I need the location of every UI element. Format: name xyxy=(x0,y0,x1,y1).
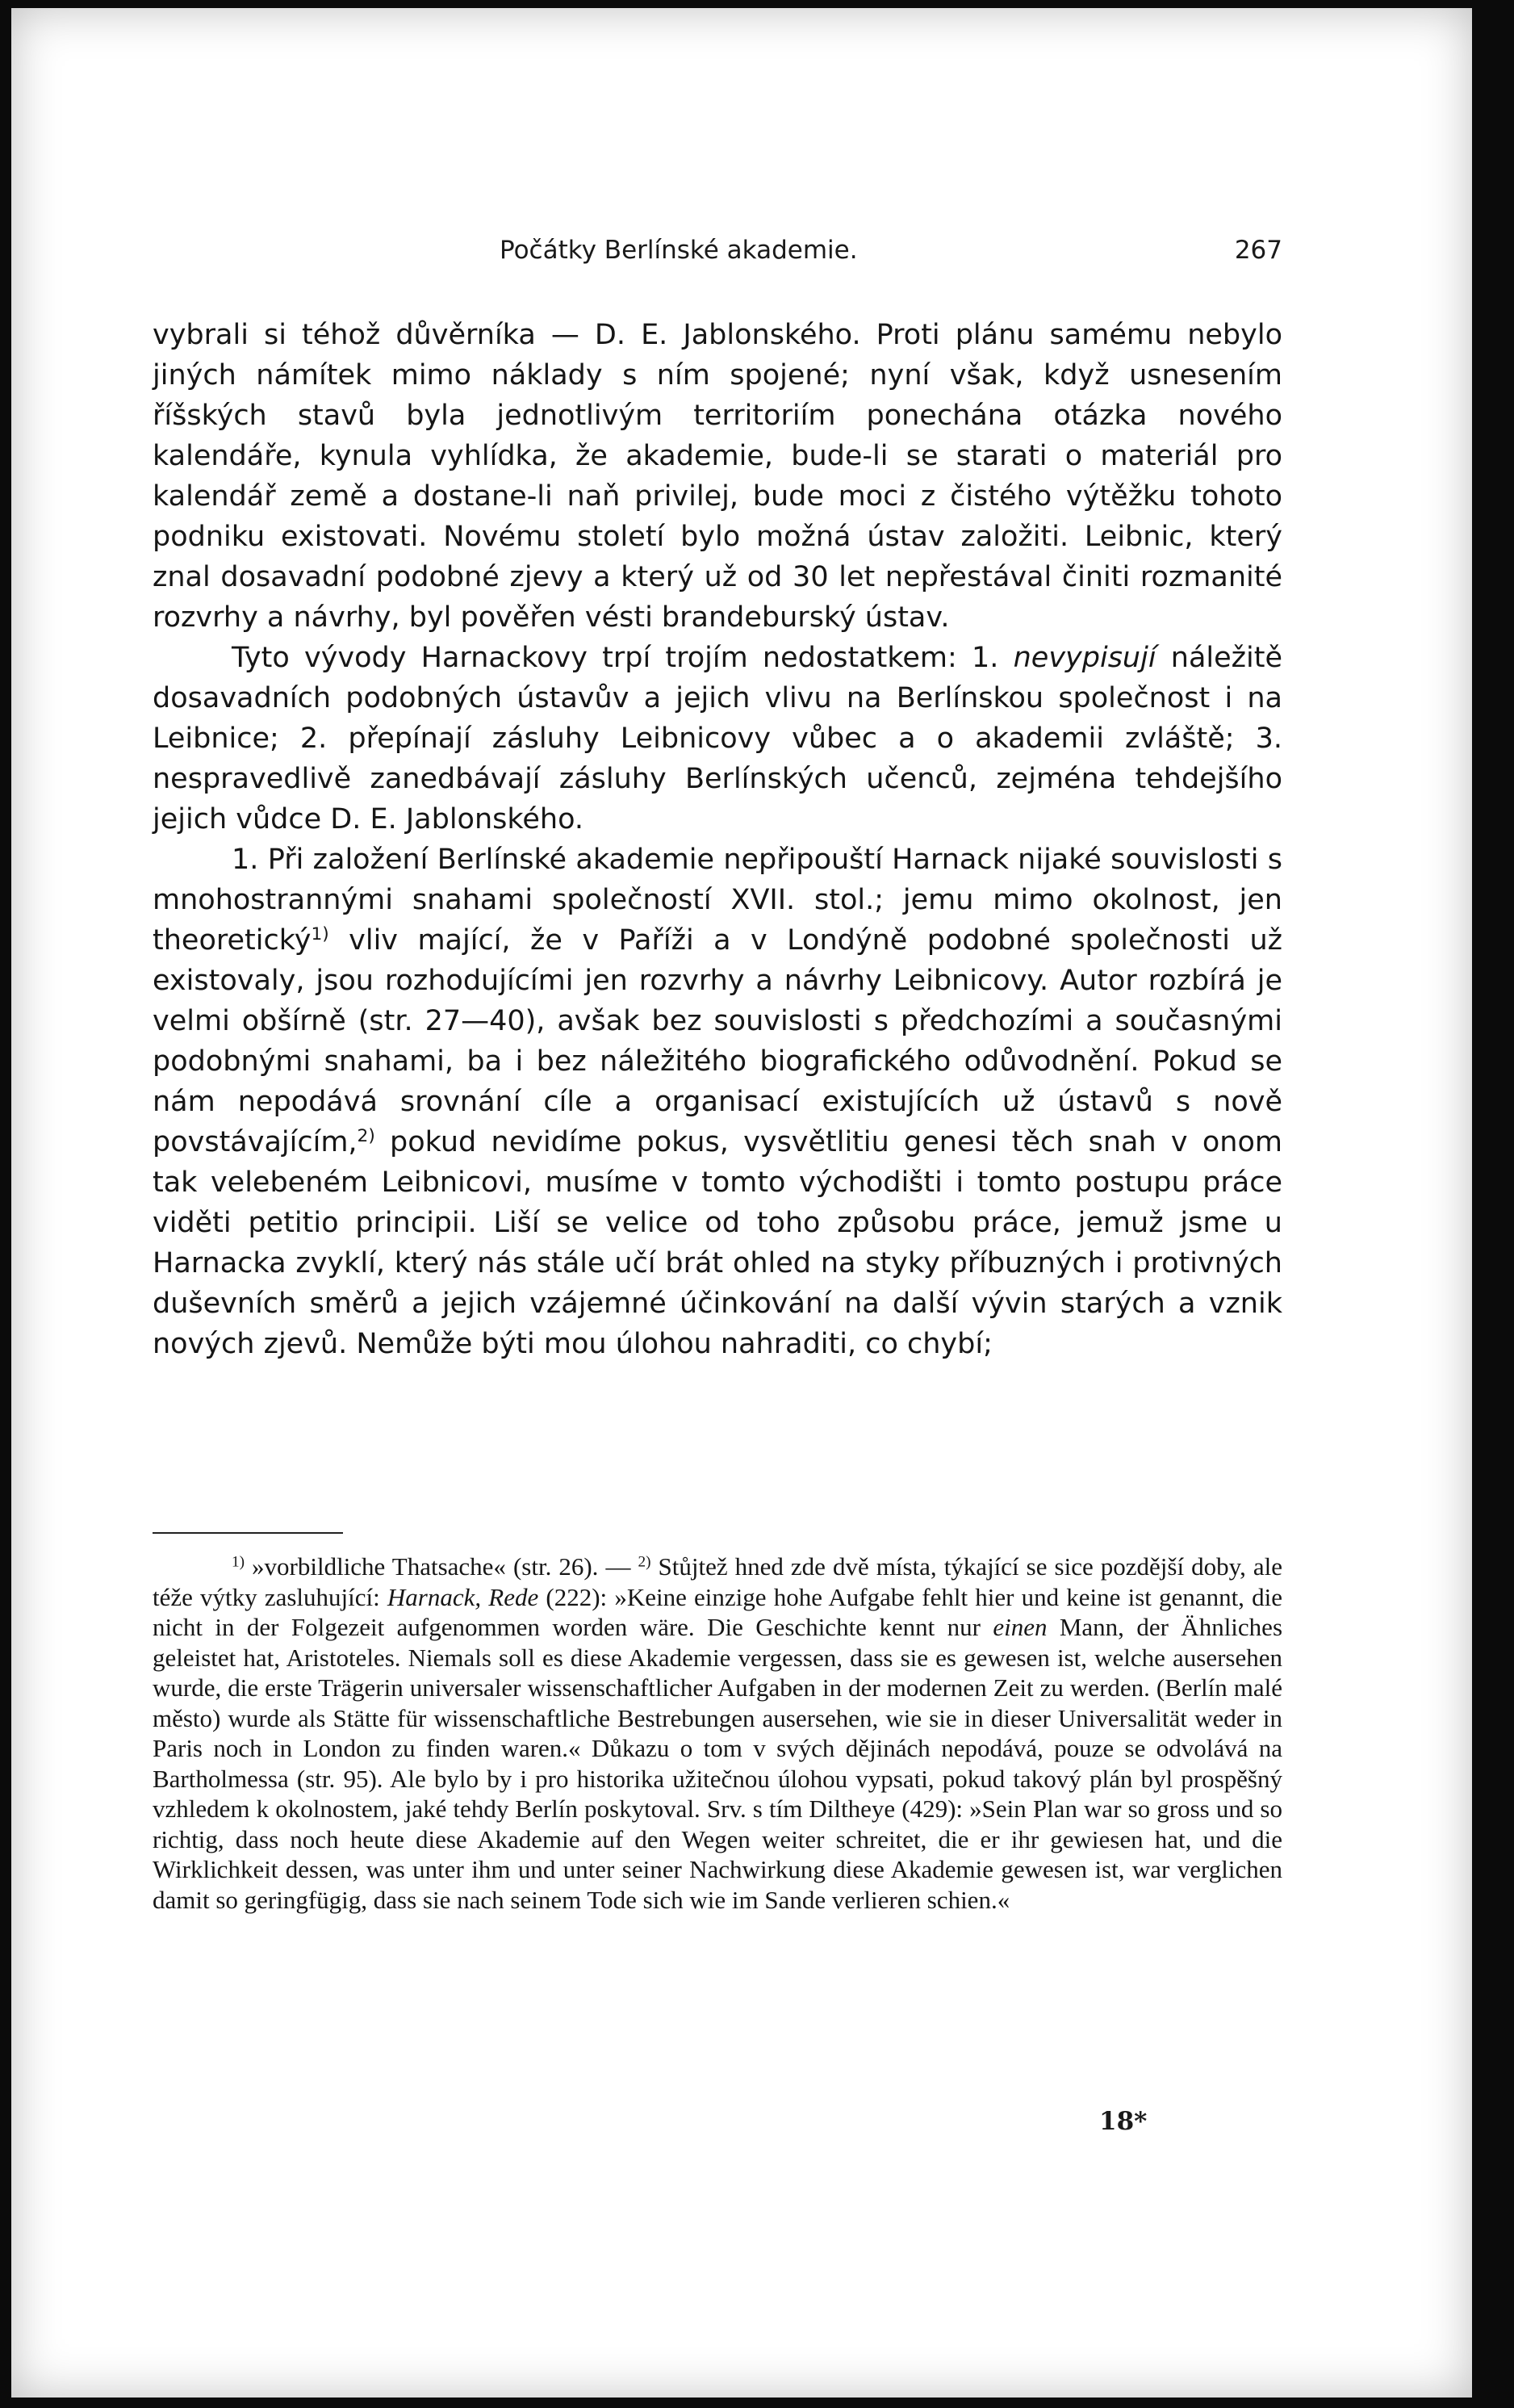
footnote-text: $^{1)}$ »vorbildliche Thatsache« (str. 26). — $^{2)}$ Stůjtež hned zde dvě místa, týkající se sice pozdější doby, ale téže výtky zasluhující: Harnack, Rede (222): »Keine einzige hohe Aufgabe fehlt hier und keine ist genannt, die nicht in der Folgezeit aufgenommen worden wäre. Die Geschichte kennt nur einen Mann, der Ähnliches geleistet hat, Aristoteles. Niemals soll es diese Akademie vergessen, dass sie es gewesen ist, welche ausersehen wurde, die erste Trägerin universaler wissenschaftlicher Aufgaben in der modernen Zeit zu werden. (Berlín malé město) wurde als Stätte für wissenschaftliche Bestrebungen ausersehen, wie sie in dieser Universalität weder in Paris noch in London zu finden waren.« Důkazu o tom v svých dějinách nepodává, pouze se odvolává na Bartholmessa (str. 95). Ale bylo by i pro historika užitečnou úlohou vypsati, pokud takový plán byl prospěšný vzhledem k okolnostem, jaké tehdy Berlín poskytoval. Srv. s tím Diltheye (429): »Sein Plan war so gross und so richtig, dass noch heute diese Akademie auf den Wegen weiter schreitet, die er ihr gewiesen hat, und die Wirklichkeit dessen, was unter ihm und unter seiner Nachwirkung diese Akademie gewesen ist, war verglichen damit so geringfügig, dass sie nach seinem Tode sich wie im Sande verlieren schien.« xyxy=(153,1552,1283,1914)
footnote-ref-2: 2) xyxy=(357,1126,375,1147)
printer-signature-mark: 18* xyxy=(1099,2107,1148,2136)
main-text xyxy=(153,315,1282,1364)
running-title: Počátky Berlínské akademie. xyxy=(500,236,858,265)
footnote-ref-1: 1) xyxy=(311,924,329,945)
footnote-mark-1: 1) xyxy=(232,1553,245,1571)
citation-harnack-rede: Harnack, Rede xyxy=(387,1582,539,1611)
footnote-1: »vorbildliche Thatsache« (str. 26). — xyxy=(245,1552,638,1581)
emphasis-einen: einen xyxy=(993,1613,1048,1641)
footnote-separator xyxy=(153,1532,343,1534)
page-number: 267 xyxy=(1234,236,1282,265)
book-page xyxy=(11,8,1472,2398)
paragraph-1: vybrali si téhož důvěrníka — D. E. Jablonského. Proti plánu samému nebylo jiných námítek mimo náklady s ním spojené; nyní však, když usnesením říšských stavů byla jednotlivým territoriím ponechána otázka nového kalendáře, kynula vyhlídka, že akademie, bude-li se starati o materiál pro kalendář země a dostane-li naň privilej, bude moci z čistého výtěžku tohoto podniku existovati. Novému století bylo možná ústav založiti. Leibnic, který znal dosavadní podobné zjevy a který už od 30 let nepřestával činiti rozmanité rozvrhy a návrhy, byl pověřen vésti brandeburský ústav. xyxy=(153,319,1282,634)
footnote-2-intro: Stůjtež hned zde dvě místa, týkající se sice pozdější doby, ale téže výtky zasluhující: xyxy=(153,1552,1282,1611)
footnotes xyxy=(153,1552,1282,1915)
footnote-mark-2: 2) xyxy=(638,1553,651,1571)
emphasis-nevypisuji: nevypisují xyxy=(1013,642,1156,674)
paragraph-2: Tyto vývody Harnackovy trpí trojím nedostatkem: 1. nevypisují náležitě dosavadních podobných ústavův a jejich vlivu na Berlínskou společnost i na Leibnice; 2. přepínají zásluhy Leibnicovy vůbec a o akademii zvláště; 3. nespravedlivě zanedbávají zásluhy Berlínských učenců, zejména tehdejšího jejich vůdce D. E. Jablonského. xyxy=(153,642,1283,835)
paragraph-3: 1. Při založení Berlínské akademie nepřipouští Harnack nijaké souvislosti s mnohostrannými snahami společností XVII. stol.; jemu mimo okolnost, jen theoretický$^{1)}$ vliv mající, že v Paříži a v Londýně podobné společnosti už existovaly, jsou rozhodujícími jen rozvrhy a návrhy Leibnicovy. Autor rozbírá je velmi obšírně (str. 27—40), avšak bez souvislosti s předchozími a současnými podobnými snahami, ba i bez náležitého biografického odůvodnění. Pokud se nám nepodává srovnání cíle a organisací existujících už ústavů s nově povstávajícím,$^{2)}$ pokud nevidíme pokus, vysvětlitiu genesi těch snah v onom tak velebeném Leibnicovi, musíme v tomto východišti i tomto postupu práce viděti petitio principii. Liší se velice od toho způsobu práce, jemuž jsme u Harnacka zvyklí, který nás stále učí brát ohled na styky příbuzných i protivných duševních směrů a jejich vzájemné účinkování na další vývin starých a vznik nových zjevů. Nemůže býti mou úlohou nahraditi, co chybí; xyxy=(153,844,1282,1360)
